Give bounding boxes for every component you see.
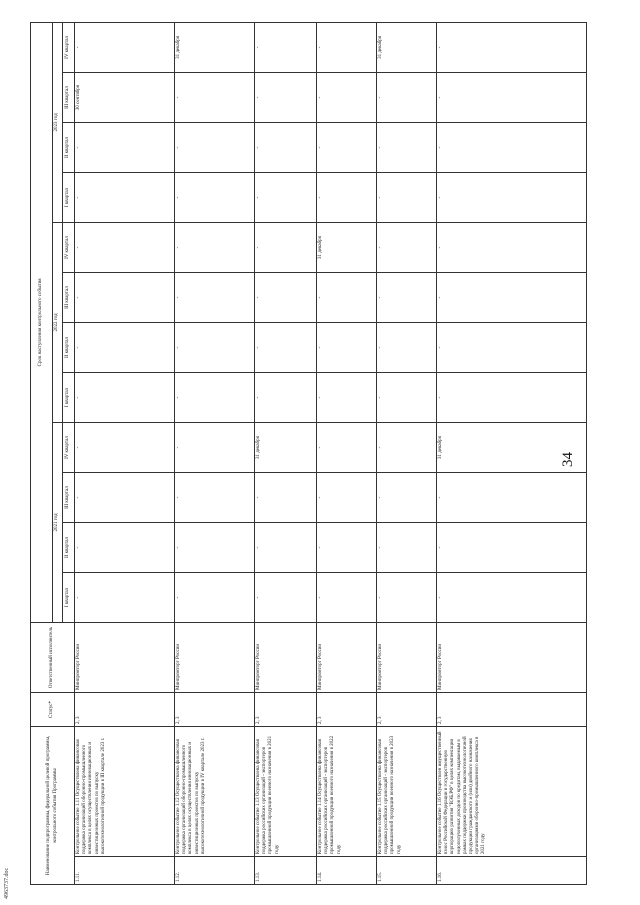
quarter-cell: - <box>377 272 437 322</box>
quarter-cell: - <box>175 572 255 622</box>
quarter-cell: - <box>175 372 255 422</box>
quarter-cell: - <box>317 172 377 222</box>
row-executor: Минпромторг России <box>377 622 437 692</box>
quarter-cell: - <box>437 222 587 272</box>
header-quarter: I квартал <box>63 372 75 422</box>
quarter-cell: - <box>255 572 317 622</box>
header-year: 2023 год <box>53 22 63 222</box>
quarter-cell: - <box>75 472 175 522</box>
quarter-cell: - <box>377 222 437 272</box>
quarter-cell: - <box>437 172 587 222</box>
quarter-cell: - <box>175 222 255 272</box>
row-number: 1.12. <box>175 857 255 885</box>
quarter-cell: - <box>175 522 255 572</box>
quarter-cell: - <box>437 522 587 572</box>
quarter-cell: - <box>255 372 317 422</box>
row-event-name: Контрольное событие 1.15 Осуществлена финансовая поддержка российских организаций - экспортеров промышленной продукции военного назначения в 2023 году <box>377 726 437 856</box>
quarter-cell: - <box>317 72 377 122</box>
quarter-cell: - <box>377 522 437 572</box>
quarter-cell: - <box>75 572 175 622</box>
quarter-cell: - <box>377 422 437 472</box>
row-status: 2, 3 <box>255 692 317 726</box>
header-year: 2021 год <box>53 422 63 622</box>
table-row <box>317 22 377 884</box>
quarter-cell: - <box>255 472 317 522</box>
quarter-cell: 31 декабря <box>437 422 587 472</box>
quarter-cell: - <box>175 322 255 372</box>
row-status: 2, 3 <box>377 692 437 726</box>
quarter-cell: - <box>437 122 587 172</box>
header-year: 2022 год <box>53 222 63 422</box>
table-row <box>175 22 255 884</box>
header-quarter: II квартал <box>63 522 75 572</box>
quarter-cell: - <box>317 422 377 472</box>
quarter-cell: - <box>255 522 317 572</box>
row-executor: Минпромторг России <box>437 622 587 692</box>
row-event-name: Контрольное событие 1.14 Осуществлена финансовая поддержка российских организаций - экспортеров промышленной продукции военного назначения в 2022 году <box>317 726 377 856</box>
quarter-cell: - <box>437 372 587 422</box>
row-executor: Минпромторг России <box>255 622 317 692</box>
quarter-cell: - <box>317 122 377 172</box>
header-quarter: II квартал <box>63 122 75 172</box>
table-row <box>437 22 587 884</box>
quarter-cell: - <box>377 72 437 122</box>
quarter-cell: - <box>75 422 175 472</box>
header-quarter: IV квартал <box>63 422 75 472</box>
quarter-cell: - <box>75 122 175 172</box>
quarter-cell: - <box>175 172 255 222</box>
table-row <box>75 22 175 884</box>
quarter-cell: - <box>317 522 377 572</box>
quarter-cell: 30 сентября <box>75 72 175 122</box>
row-status: 2, 3 <box>75 692 175 726</box>
quarter-cell: - <box>75 322 175 372</box>
quarter-cell: - <box>377 122 437 172</box>
header-quarter: I квартал <box>63 172 75 222</box>
quarter-cell: - <box>377 372 437 422</box>
quarter-cell: - <box>175 272 255 322</box>
footer-doc-name: 4963737.doc <box>4 867 10 899</box>
quarter-cell: 31 декабря <box>255 422 317 472</box>
table-row <box>255 22 317 884</box>
header-quarter: I квартал <box>63 572 75 622</box>
quarter-cell: - <box>317 272 377 322</box>
header-status: Статус* <box>31 692 75 726</box>
page-number: 34 <box>560 452 576 467</box>
quarter-cell: - <box>437 572 587 622</box>
header-quarter: II квартал <box>63 322 75 372</box>
header-quarter: IV квартал <box>63 22 75 72</box>
quarter-cell: - <box>437 322 587 372</box>
quarter-cell: - <box>377 572 437 622</box>
row-number: 1.15. <box>377 857 437 885</box>
quarter-cell: - <box>175 472 255 522</box>
quarter-cell: - <box>317 572 377 622</box>
quarter-cell: - <box>175 422 255 472</box>
quarter-cell: - <box>317 472 377 522</box>
quarter-cell: - <box>175 72 255 122</box>
header-quarter: III квартал <box>63 72 75 122</box>
quarter-cell: - <box>437 22 587 72</box>
table-row <box>377 22 437 884</box>
row-status: 2, 3 <box>437 692 587 726</box>
quarter-cell: - <box>75 172 175 222</box>
quarter-cell: - <box>255 272 317 322</box>
header-quarter: III квартал <box>63 472 75 522</box>
quarter-cell: - <box>75 372 175 422</box>
quarter-cell: - <box>317 22 377 72</box>
quarter-cell: - <box>255 122 317 172</box>
header-deadline: Срок наступления контрольного события <box>31 22 53 622</box>
quarter-cell: - <box>437 72 587 122</box>
row-status: 2, 3 <box>175 692 255 726</box>
quarter-cell: - <box>317 322 377 372</box>
row-executor: Минпромторг России <box>175 622 255 692</box>
row-event-name: Контрольное событие 1.12 Осуществлена финансовая поддержка организаций оборонно-промышленного комплекса в целях осуществления инновационных и инвестиционных проектов по выпуску высокотехнологичной продукции в IV квартале 2023 г. <box>175 726 255 856</box>
quarter-cell: - <box>377 322 437 372</box>
quarter-cell: - <box>175 122 255 172</box>
row-number: 1.14. <box>317 857 377 885</box>
quarter-cell: - <box>75 522 175 572</box>
row-number: 1.16. <box>437 857 587 885</box>
quarter-cell: - <box>437 472 587 522</box>
row-event-name: Контрольное событие 1.16 Осуществлен имущественный взнос Российской Федерации в государственную корпорацию развития "ВЭБ.РФ" в целях компенсации недополученных доходов по кредитам, выдаваемым в рамках поддержки производства высокотехнологичной продукции гражданского и (или) двойного назначения организациями оборонно-промышленного комплекса в 2021 году <box>437 726 587 856</box>
quarter-cell: - <box>317 372 377 422</box>
header-quarter: III квартал <box>63 272 75 322</box>
row-executor: Минпромторг России <box>75 622 175 692</box>
row-status: 2, 3 <box>317 692 377 726</box>
quarter-cell: - <box>255 22 317 72</box>
control-events-table <box>30 22 587 885</box>
row-event-name: Контрольное событие 1.13 Осуществлена финансовая поддержка российских организаций - экспортеров промышленной продукции военного назначения в 2021 году <box>255 726 317 856</box>
header-name: Наименование подпрограммы, федеральной целевой программы, контрольного события Программы <box>31 726 75 884</box>
quarter-cell: - <box>75 222 175 272</box>
quarter-cell: - <box>437 272 587 322</box>
quarter-cell: - <box>377 172 437 222</box>
row-executor: Минпромторг России <box>317 622 377 692</box>
row-number: 1.11. <box>75 857 175 885</box>
quarter-cell: - <box>255 172 317 222</box>
header-executor: Ответственный исполнитель <box>31 622 75 692</box>
quarter-cell: - <box>377 472 437 522</box>
quarter-cell: 31 декабря <box>175 22 255 72</box>
quarter-cell: - <box>75 22 175 72</box>
quarter-cell: 31 декабря <box>377 22 437 72</box>
quarter-cell: - <box>75 272 175 322</box>
quarter-cell: - <box>255 72 317 122</box>
row-event-name: Контрольное событие 1.11 Осуществлена финансовая поддержка организаций оборонно-промышленного комплекса в целях осуществления инновационных и инвестиционных проектов по выпуску высокотехнологичной продукции в III квартале 2023 г. <box>75 726 175 856</box>
row-number: 1.13. <box>255 857 317 885</box>
quarter-cell: 31 декабря <box>317 222 377 272</box>
quarter-cell: - <box>255 222 317 272</box>
quarter-cell: - <box>255 322 317 372</box>
header-quarter: IV квартал <box>63 222 75 272</box>
